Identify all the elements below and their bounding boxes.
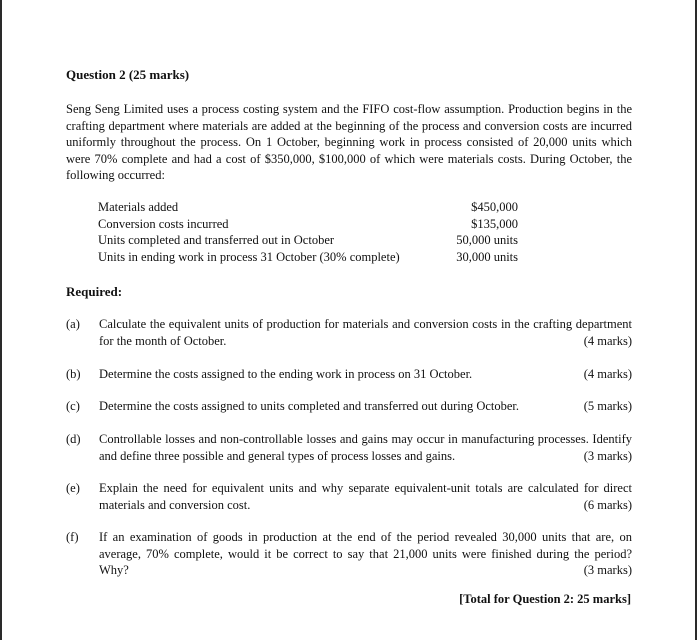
part-marks: (4 marks) xyxy=(583,367,632,381)
part-letter: (d) xyxy=(66,432,81,446)
part-marks: (4 marks) xyxy=(583,333,632,348)
question-total: [Total for Question 2: 25 marks] xyxy=(459,592,631,606)
question-part-f xyxy=(66,529,632,580)
question-part-e xyxy=(66,480,632,514)
question-part-d xyxy=(66,431,632,465)
given-value: $450,000 xyxy=(471,200,518,214)
given-label: Materials added xyxy=(98,200,179,214)
given-row xyxy=(98,232,538,249)
given-label: Conversion costs incurred xyxy=(98,216,229,231)
part-marks: (5 marks) xyxy=(583,399,632,413)
question-title: Question 2 (25 marks) xyxy=(66,67,190,82)
part-letter: (e) xyxy=(66,481,80,495)
part-marks: (6 marks) xyxy=(583,497,632,512)
question-part-c xyxy=(66,398,632,415)
part-text: Controllable losses and non-controllable losses and gains may occur in manufacturing processes. Identify and define three possible and general types of process losses and gains. xyxy=(99,432,632,463)
given-row xyxy=(98,249,538,266)
part-marks: (3 marks) xyxy=(583,448,632,463)
question-part-a xyxy=(66,316,632,350)
given-value: $135,000 xyxy=(471,216,518,231)
given-data-table xyxy=(98,199,538,265)
given-row xyxy=(98,199,538,216)
part-text: If an examination of goods in production at the end of the period revealed 30,000 units that are, on average, 70% complete, would it be correct to say that 21,000 units were finished during the period? Why? xyxy=(99,530,632,578)
part-letter: (a) xyxy=(66,317,80,331)
part-text: Calculate the equivalent units of production for materials and conversion costs in the crafting department for the month of October. xyxy=(99,317,632,348)
part-text: Explain the need for equivalent units and why separate equivalent-unit totals are calculated for direct materials and conversion cost. xyxy=(99,481,632,512)
page-edge-left xyxy=(0,0,2,640)
given-label: Units completed and transferred out in October xyxy=(98,233,335,248)
required-heading: Required: xyxy=(66,284,123,299)
question-part-b xyxy=(66,366,632,383)
part-text: Determine the costs assigned to units completed and transferred out during October. xyxy=(99,399,520,413)
part-letter: (c) xyxy=(66,399,80,413)
part-marks: (3 marks) xyxy=(583,563,632,578)
question-intro: Seng Seng Limited uses a process costing system and the FIFO cost-flow assumption. Production begins in the crafting department where materials are added at the beginning of the process and conversion costs are incurred uniformly throughout the process. On 1 October, beginning work in process consisted of 20,000 units which were 70% complete and had a cost of $350,000, $100,000 of which were materials costs. During October, the following occurred: xyxy=(66,102,632,183)
given-value: 50,000 units xyxy=(456,233,518,248)
part-text: Determine the costs assigned to the ending work in process on 31 October. xyxy=(99,367,473,381)
part-letter: (f) xyxy=(66,530,79,544)
given-label: Units in ending work in process 31 October (30% complete) xyxy=(98,249,400,264)
given-row xyxy=(98,216,538,233)
given-value: 30,000 units xyxy=(456,249,518,264)
part-letter: (b) xyxy=(66,367,81,381)
